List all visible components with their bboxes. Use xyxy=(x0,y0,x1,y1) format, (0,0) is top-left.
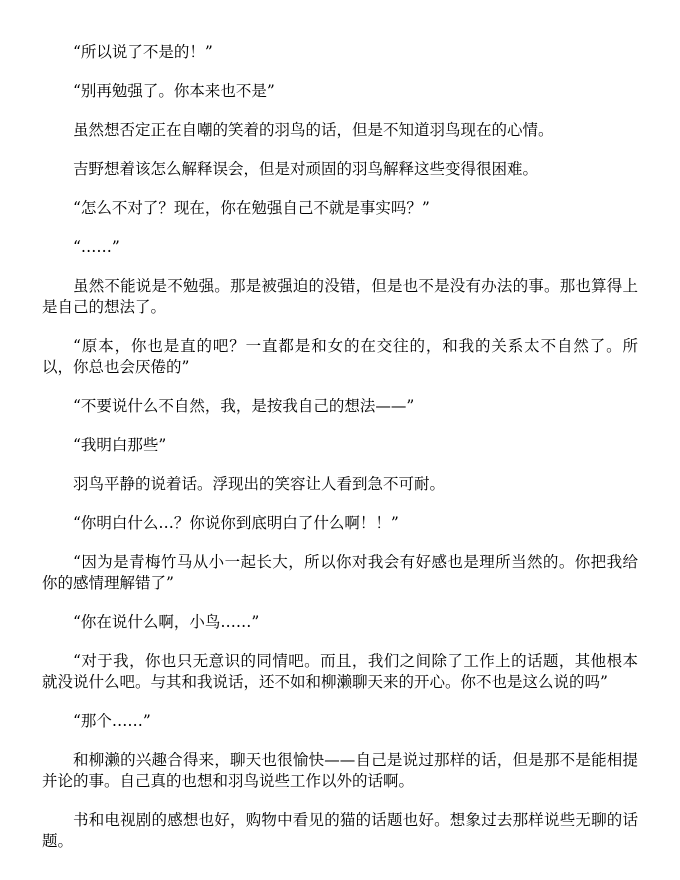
paragraph-8: “原本，你也是直的吧？一直都是和女的在交往的，和我的关系太不自然了。所以，你总也会厌倦的” xyxy=(42,337,638,376)
paragraph-9: “不要说什么不自然，我，是按我自己的想法——” xyxy=(73,397,415,415)
paragraph-14: “你在说什么啊，小鸟……” xyxy=(73,613,260,631)
paragraph-16: “那个……” xyxy=(73,712,151,730)
paragraph-18: 书和电视剧的感想也好，购物中看见的猫的话题也好。想象过去那样说些无聊的话题。 xyxy=(42,811,638,850)
document-page xyxy=(42,42,638,870)
paragraph-12: “你明白什么…？你说你到底明白了什么啊！！” xyxy=(73,514,399,532)
paragraph-10: “我明白那些” xyxy=(73,436,167,454)
paragraph-1: “所以说了不是的！” xyxy=(73,43,213,61)
paragraph-7: 虽然不能说是不勉强。那是被强迫的没错，但是也不是没有办法的事。那也算得上是自己的想法了。 xyxy=(42,277,638,316)
paragraph-3: 虽然想否定正在自嘲的笑着的羽鸟的话，但是不知道羽鸟现在的心情。 xyxy=(73,121,554,139)
paragraph-2: “别再勉强了。你本来也不是” xyxy=(73,82,275,100)
paragraph-5: “怎么不对了？现在，你在勉强自己不就是事实吗？” xyxy=(73,199,430,217)
paragraph-13: “因为是青梅竹马从小一起长大，所以你对我会有好感也是理所当然的。你把我给你的感情理解错了” xyxy=(42,553,638,592)
paragraph-17: 和柳濑的兴趣合得来，聊天也很愉快——自己是说过那样的话，但是那不是能相提并论的事。自己真的也想和羽鸟说些工作以外的话啊。 xyxy=(42,751,638,790)
paragraph-4: 吉野想着该怎么解释误会，但是对顽固的羽鸟解释这些变得很困难。 xyxy=(73,160,539,178)
paragraph-6: “……” xyxy=(73,238,120,256)
paragraph-11: 羽鸟平静的说着话。浮现出的笑容让人看到急不可耐。 xyxy=(73,475,446,493)
paragraph-15: “对于我，你也只无意识的同情吧。而且，我们之间除了工作上的话题，其他根本就没说什么吧。与其和我说话，还不如和柳濑聊天来的开心。你不也是这么说的吗” xyxy=(42,652,638,691)
